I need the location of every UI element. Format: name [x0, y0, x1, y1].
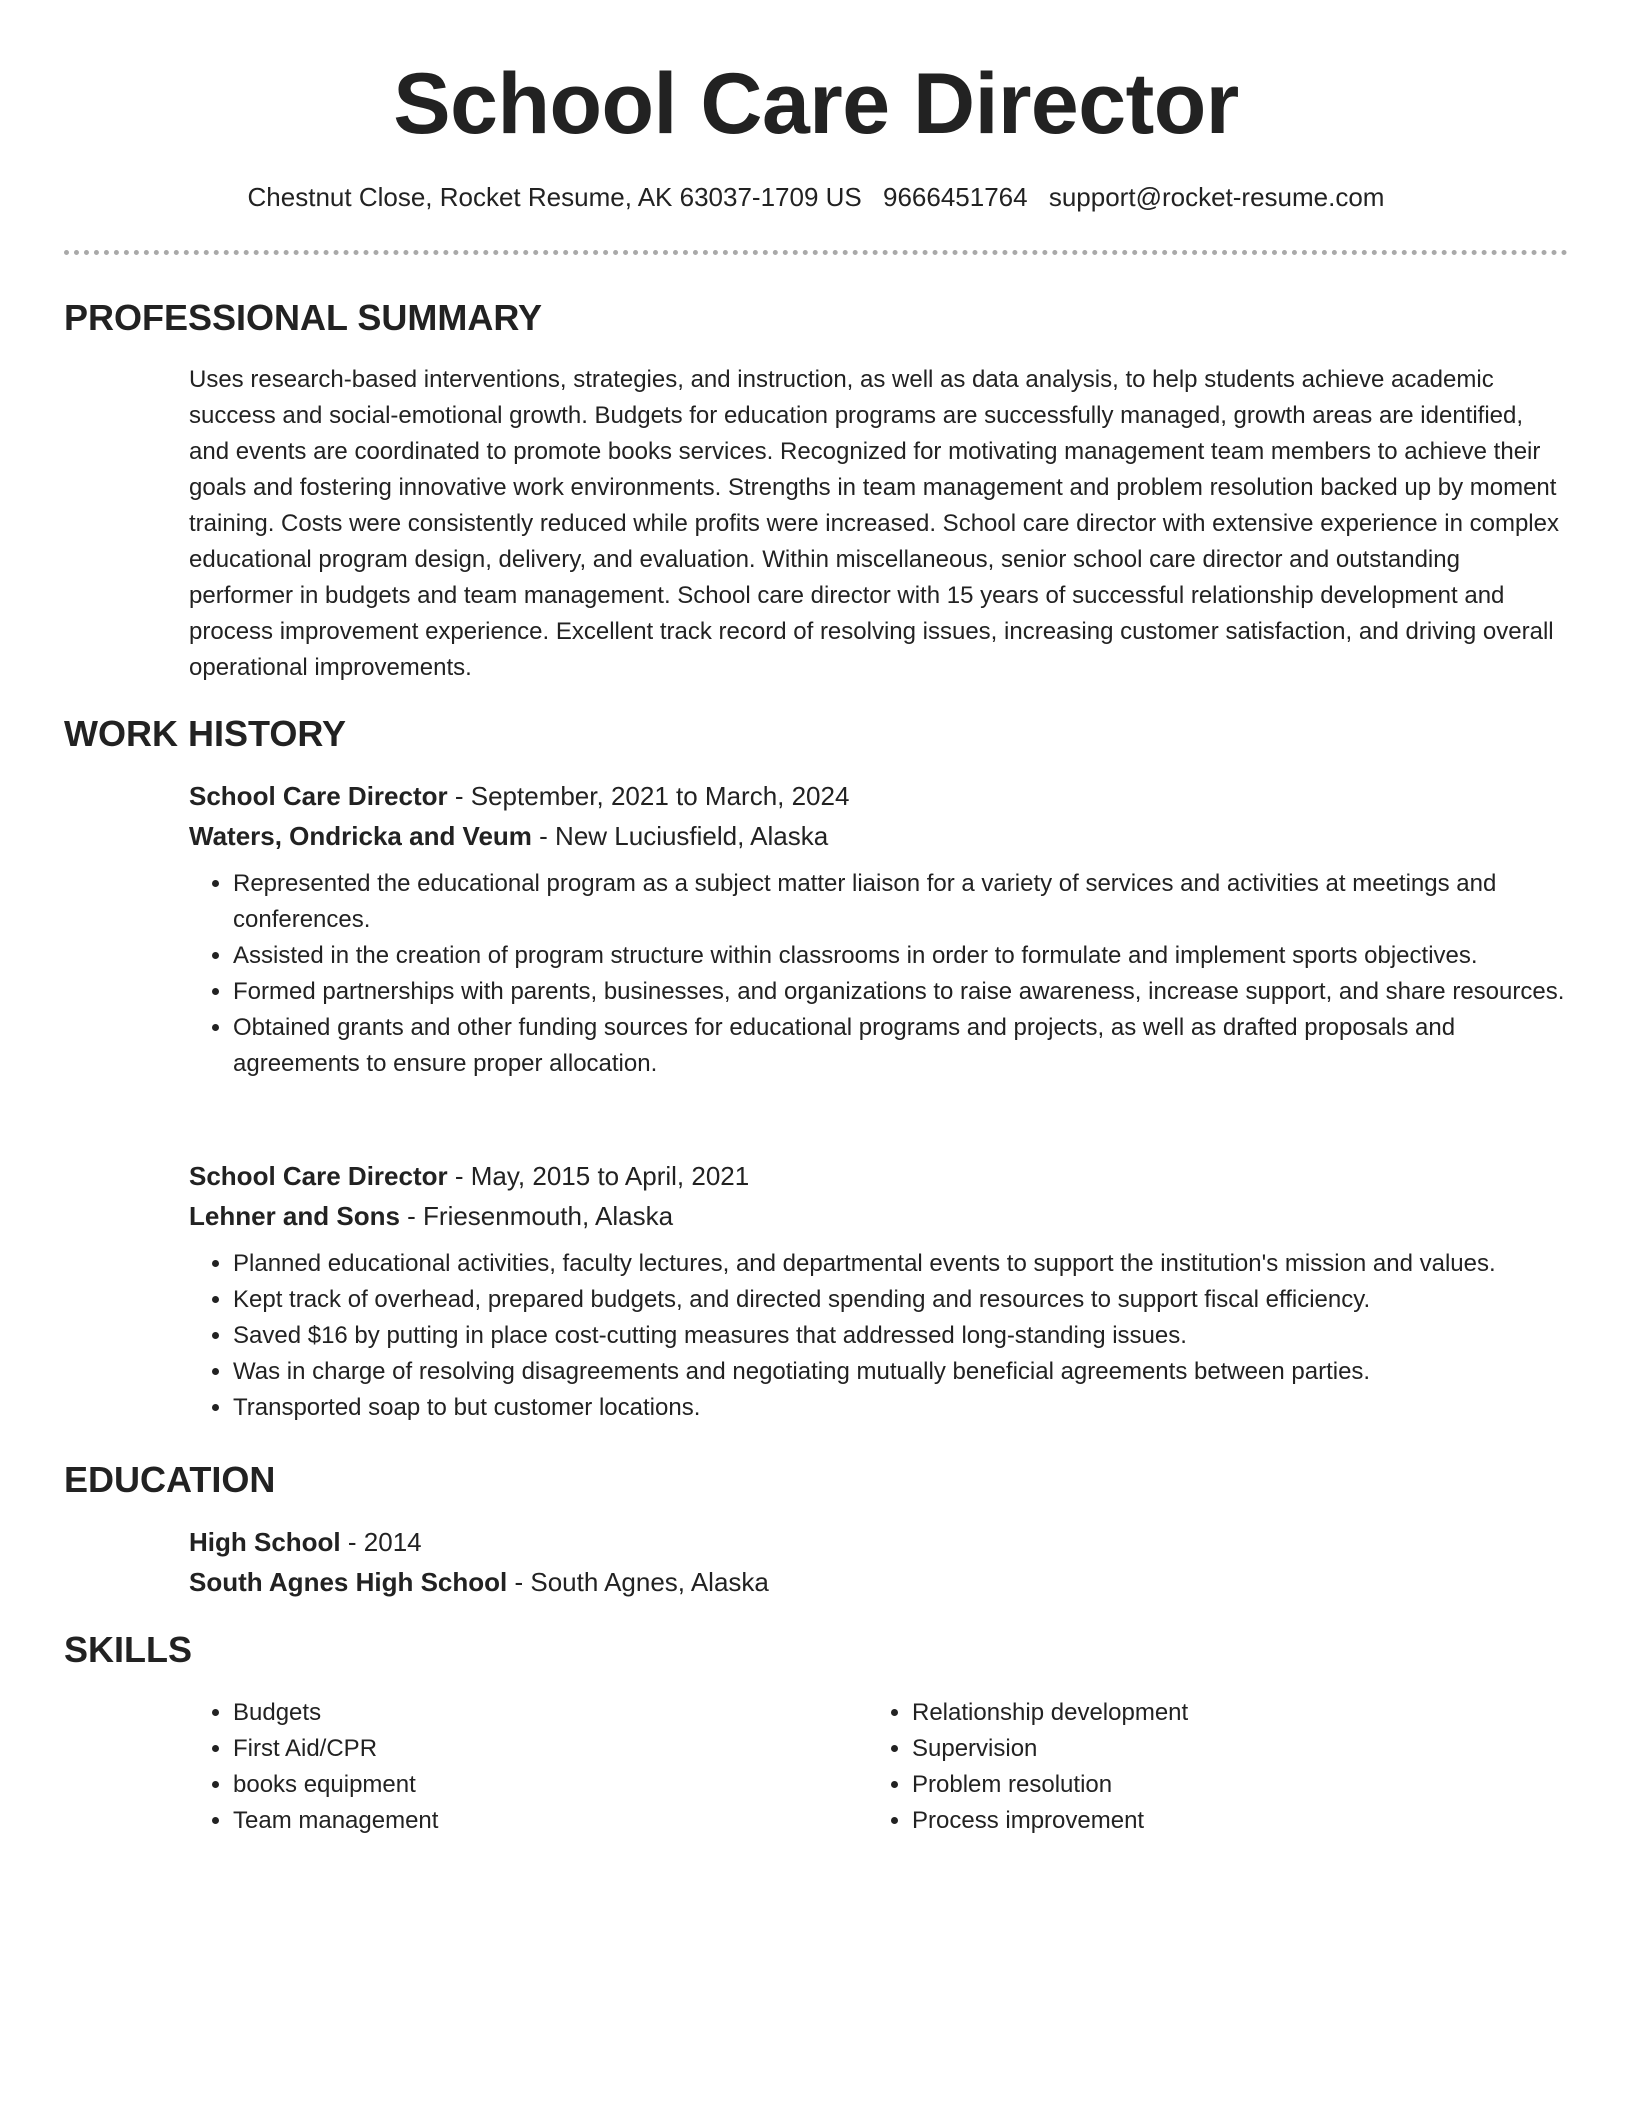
summary-text: Uses research-based interventions, strategies, and instruction, as well as data analysis, to help students achieve academic success and social-emotional growth. Budgets for education programs are successfully managed, growth areas are identified, and events are coordinated to promote books services. Recognized for motivating management team members to achieve their goals and fostering innovative work environments. Strengths in team management and problem resolution backed up by moment training. Costs were consistently reduced while profits were increased. School care director with extensive experience in complex educational program design, delivery, and evaluation. Within miscellaneous, senior school care director and outstanding performer in budgets and team management. School care director with 15 years of successful relationship development and process improvement experience. Excellent track record of resolving issues, increasing customer satisfaction, and driving overall operational improvements. — [189, 366, 1559, 681]
education-location: - South Agnes, Alaska — [507, 1567, 769, 1597]
job-company: Lehner and Sons — [189, 1201, 400, 1231]
job-bullet: • Obtained grants and other funding sources for educational programs and projects, as well as drafted proposals and agreements to ensure proper allocation. — [233, 1010, 1568, 1082]
work-history-heading: WORK HISTORY — [64, 713, 347, 754]
job-entry — [189, 1156, 1568, 1426]
skill-item: • First Aid/CPR — [233, 1731, 868, 1767]
resume-name: School Care Director — [393, 56, 1239, 152]
skill-item: • Team management — [233, 1803, 868, 1839]
education-entry — [189, 1522, 1568, 1602]
education-school: South Agnes High School — [189, 1567, 508, 1597]
job-title: School Care Director — [189, 1161, 448, 1191]
skill-item: • Process improvement — [912, 1803, 1547, 1839]
job-title: School Care Director — [189, 781, 448, 811]
skills-heading: SKILLS — [64, 1629, 193, 1670]
education-degree-line — [189, 1522, 1568, 1562]
skill-item: • books equipment — [233, 1767, 868, 1803]
job-bullet: • Represented the educational program as a subject matter liaison for a variety of services and activities at meetings and conferences. — [233, 866, 1568, 938]
skill-item: • Problem resolution — [912, 1767, 1547, 1803]
job-bullet: • Planned educational activities, faculty lectures, and departmental events to support the institution's mission and values. — [233, 1246, 1568, 1282]
skill-item: • Relationship development — [912, 1695, 1547, 1731]
education-degree: High School — [189, 1527, 341, 1557]
education-school-line — [189, 1562, 1568, 1602]
skill-item: • Budgets — [233, 1695, 868, 1731]
job-title-line — [189, 776, 1568, 816]
job-bullet: • Formed partnerships with parents, businesses, and organizations to raise awareness, increase support, and share resources. — [233, 974, 1568, 1010]
skills-list-right — [868, 1695, 1547, 1839]
contact-phone: 9666451764 — [883, 182, 1028, 212]
contact-email: support@rocket-resume.com — [1048, 182, 1385, 212]
job-company-line — [189, 816, 1568, 856]
summary-heading: PROFESSIONAL SUMMARY — [64, 297, 543, 338]
job-bullet: • Kept track of overhead, prepared budgets, and directed spending and resources to support fiscal efficiency. — [233, 1282, 1568, 1318]
skills-columns — [189, 1695, 1568, 1839]
contact-line — [0, 180, 1632, 214]
job-company: Waters, Ondricka and Veum — [189, 821, 532, 851]
job-bullets — [189, 866, 1568, 1082]
contact-address: Chestnut Close, Rocket Resume, AK 63037-1709 US — [247, 182, 862, 212]
job-dates: - September, 2021 to March, 2024 — [447, 781, 850, 811]
education-year: - 2014 — [340, 1527, 422, 1557]
job-title-line — [189, 1156, 1568, 1196]
job-dates: - May, 2015 to April, 2021 — [447, 1161, 750, 1191]
skills-list-left — [189, 1695, 868, 1839]
education-heading: EDUCATION — [64, 1459, 276, 1500]
job-bullet: • Assisted in the creation of program structure within classrooms in order to formulate and implement sports objectives. — [233, 938, 1568, 974]
job-location: - New Luciusfield, Alaska — [531, 821, 829, 851]
job-entry — [189, 776, 1568, 1082]
job-bullet: • Saved $16 by putting in place cost-cutting measures that addressed long-standing issues. — [233, 1318, 1568, 1354]
job-company-line — [189, 1196, 1568, 1236]
skill-item: • Supervision — [912, 1731, 1547, 1767]
summary-section — [189, 362, 1568, 686]
job-location: - Friesenmouth, Alaska — [399, 1201, 674, 1231]
job-bullets — [189, 1246, 1568, 1426]
header-divider — [64, 250, 1568, 255]
job-bullet: • Was in charge of resolving disagreements and negotiating mutually beneficial agreements between parties. — [233, 1354, 1568, 1390]
skills-section — [189, 1695, 1568, 1839]
job-bullet: • Transported soap to but customer locations. — [233, 1390, 1568, 1426]
